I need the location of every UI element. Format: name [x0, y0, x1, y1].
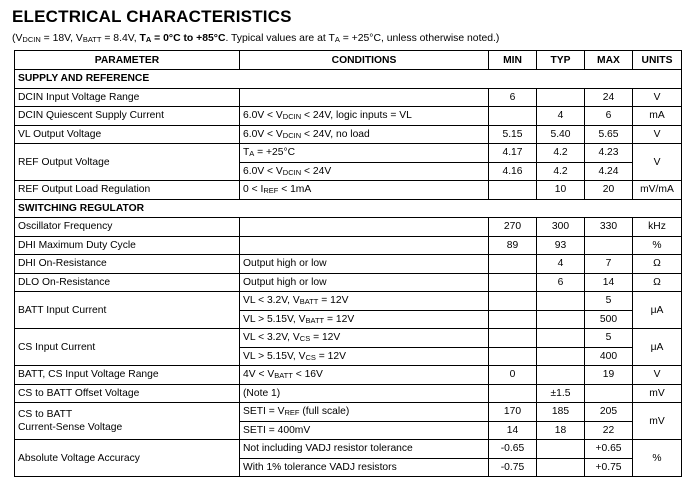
typ-cell [537, 88, 585, 107]
units-cell: mV [633, 403, 682, 440]
cond-subscript: BATT [82, 35, 102, 44]
col-header-units: UNITS [633, 51, 682, 70]
typ-cell [537, 366, 585, 385]
table-row [15, 88, 682, 107]
units-cell: mV/mA [633, 181, 682, 200]
param-cell: DCIN Quiescent Supply Current [15, 107, 240, 126]
min-cell: 89 [489, 236, 537, 255]
param-cell: VL Output Voltage [15, 125, 240, 144]
param-cell: BATT Input Current [15, 292, 240, 329]
cond-text: = 18V, [40, 33, 76, 44]
temp-range: $T_A = 0^\circ C$ to +85°C [139, 33, 226, 44]
col-header-typ: TYP [537, 51, 585, 70]
units-cell: V [633, 366, 682, 385]
min-cell: 0 [489, 366, 537, 385]
max-cell: +0.75 [585, 458, 633, 477]
min-cell [489, 273, 537, 292]
cond-cell: $0 < I_{REF} < 1mA$ [240, 181, 489, 200]
max-cell: 14 [585, 273, 633, 292]
col-header-min: MIN [489, 51, 537, 70]
max-cell: 24 [585, 88, 633, 107]
units-cell: mV [633, 384, 682, 403]
max-cell: 4.24 [585, 162, 633, 181]
units-cell: μA [633, 292, 682, 329]
table-row [15, 440, 682, 459]
cond-cell: Not including VADJ resistor tolerance [240, 440, 489, 459]
min-cell [489, 107, 537, 126]
param-cell: CS to BATT Offset Voltage [15, 384, 240, 403]
param-cell: CS Input Current [15, 329, 240, 366]
max-cell: +0.65 [585, 440, 633, 459]
typ-cell: 93 [537, 236, 585, 255]
cond-cell: $6.0V < V_{DCIN} < 24V$ [240, 162, 489, 181]
cond-cell: Output high or low [240, 273, 489, 292]
typ-cell [537, 329, 585, 348]
max-cell: 6 [585, 107, 633, 126]
table-row [15, 329, 682, 348]
cond-subscript: DCIN [22, 35, 41, 44]
min-cell [489, 310, 537, 329]
param-cell: Oscillator Frequency [15, 218, 240, 237]
typ-cell: 4 [537, 255, 585, 274]
cond-text: = 8.4V, [101, 33, 140, 44]
cond-cell [240, 88, 489, 107]
col-header-max: MAX [585, 51, 633, 70]
table-row [15, 366, 682, 385]
param-cell: DHI On-Resistance [15, 255, 240, 274]
min-cell: -0.65 [489, 440, 537, 459]
cond-text: ( [12, 33, 16, 44]
section-title: SUPPLY AND REFERENCE [15, 70, 682, 89]
table-row [15, 292, 682, 311]
max-cell: 400 [585, 347, 633, 366]
param-cell: CS to BATT Current-Sense Voltage [15, 403, 240, 440]
max-cell: 5 [585, 329, 633, 348]
typ-cell: 5.40 [537, 125, 585, 144]
min-cell [489, 292, 537, 311]
col-header-conditions: CONDITIONS [240, 51, 489, 70]
table-row [15, 125, 682, 144]
units-cell: V [633, 144, 682, 181]
units-cell: mA [633, 107, 682, 126]
min-cell: 170 [489, 403, 537, 422]
min-cell [489, 181, 537, 200]
table-row [15, 218, 682, 237]
units-cell: V [633, 125, 682, 144]
cond-text: . Typical values are at T [225, 33, 335, 44]
cond-cell: $6.0V < V_{DCIN} < 24V$, no load [240, 125, 489, 144]
units-cell: % [633, 440, 682, 477]
param-cell: DLO On-Resistance [15, 273, 240, 292]
test-conditions [12, 33, 499, 44]
typ-cell: 4.2 [537, 162, 585, 181]
units-cell: Ω [633, 255, 682, 274]
units-cell: μA [633, 329, 682, 366]
typ-cell: 10 [537, 181, 585, 200]
typ-cell: 6 [537, 273, 585, 292]
table-row [15, 384, 682, 403]
cond-text: V [15, 33, 23, 44]
col-header-parameter: PARAMETER [15, 51, 240, 70]
units-cell: V [633, 88, 682, 107]
min-cell [489, 329, 537, 348]
cond-cell: SETI = 400mV [240, 421, 489, 440]
max-cell [585, 384, 633, 403]
section-title: SWITCHING REGULATOR [15, 199, 682, 218]
header-row [15, 51, 682, 70]
typ-cell [537, 292, 585, 311]
max-cell: 7 [585, 255, 633, 274]
typ-cell: 300 [537, 218, 585, 237]
table-row [15, 144, 682, 163]
max-cell [585, 236, 633, 255]
cond-cell: $6.0V < V_{DCIN} < 24V$, logic inputs = VL [240, 107, 489, 126]
min-cell [489, 384, 537, 403]
cond-cell: (Note 1) [240, 384, 489, 403]
min-cell: 6 [489, 88, 537, 107]
typ-cell [537, 310, 585, 329]
max-cell: 4.23 [585, 144, 633, 163]
cond-cell: SETI = $V_{REF}$ (full scale) [240, 403, 489, 422]
cond-cell: Output high or low [240, 255, 489, 274]
section-row [15, 199, 682, 218]
cond-subscript: A [334, 35, 340, 44]
cond-cell: $4V < V_{BATT} < 16V$ [240, 366, 489, 385]
cond-cell [240, 218, 489, 237]
cond-cell: VL > 5.15V, $V_{CS} = 12V$ [240, 347, 489, 366]
cond-cell: VL > 5.15V, $V_{BATT} = 12V$ [240, 310, 489, 329]
units-cell: % [633, 236, 682, 255]
min-cell: 270 [489, 218, 537, 237]
cond-cell [240, 236, 489, 255]
typ-cell: 18 [537, 421, 585, 440]
typ-cell [537, 440, 585, 459]
typ-cell: 4 [537, 107, 585, 126]
units-cell: Ω [633, 273, 682, 292]
spec-table [14, 50, 682, 477]
max-cell: 330 [585, 218, 633, 237]
cond-text: V [75, 33, 83, 44]
table-row [15, 403, 682, 422]
min-cell: 4.17 [489, 144, 537, 163]
min-cell: 4.16 [489, 162, 537, 181]
param-cell: REF Output Load Regulation [15, 181, 240, 200]
cond-cell: With 1% tolerance VADJ resistors [240, 458, 489, 477]
table-row [15, 236, 682, 255]
param-cell: DHI Maximum Duty Cycle [15, 236, 240, 255]
table-row [15, 107, 682, 126]
min-cell [489, 347, 537, 366]
max-cell: 22 [585, 421, 633, 440]
param-cell: BATT, CS Input Voltage Range [15, 366, 240, 385]
param-cell: Absolute Voltage Accuracy [15, 440, 240, 477]
table-row [15, 181, 682, 200]
cond-cell: $T_A = +25^\circ C$ [240, 144, 489, 163]
cond-cell: VL < 3.2V, $V_{CS} = 12V$ [240, 329, 489, 348]
max-cell: 205 [585, 403, 633, 422]
max-cell: 5.65 [585, 125, 633, 144]
min-cell: 14 [489, 421, 537, 440]
typ-cell: ±1.5 [537, 384, 585, 403]
typ-cell [537, 347, 585, 366]
min-cell: 5.15 [489, 125, 537, 144]
table-row [15, 273, 682, 292]
section-row [15, 70, 682, 89]
typ-cell [537, 458, 585, 477]
max-cell: 5 [585, 292, 633, 311]
max-cell: 20 [585, 181, 633, 200]
cond-cell: VL < 3.2V, $V_{BATT} = 12V$ [240, 292, 489, 311]
typ-cell: 4.2 [537, 144, 585, 163]
units-cell: kHz [633, 218, 682, 237]
min-cell: -0.75 [489, 458, 537, 477]
cond-text: = +25°C, unless otherwise noted.) [339, 33, 500, 44]
min-cell [489, 255, 537, 274]
max-cell: 500 [585, 310, 633, 329]
table-row [15, 255, 682, 274]
typ-cell: 185 [537, 403, 585, 422]
page-title: ELECTRICAL CHARACTERISTICS [12, 7, 292, 26]
max-cell: 19 [585, 366, 633, 385]
param-cell: REF Output Voltage [15, 144, 240, 181]
param-cell: DCIN Input Voltage Range [15, 88, 240, 107]
